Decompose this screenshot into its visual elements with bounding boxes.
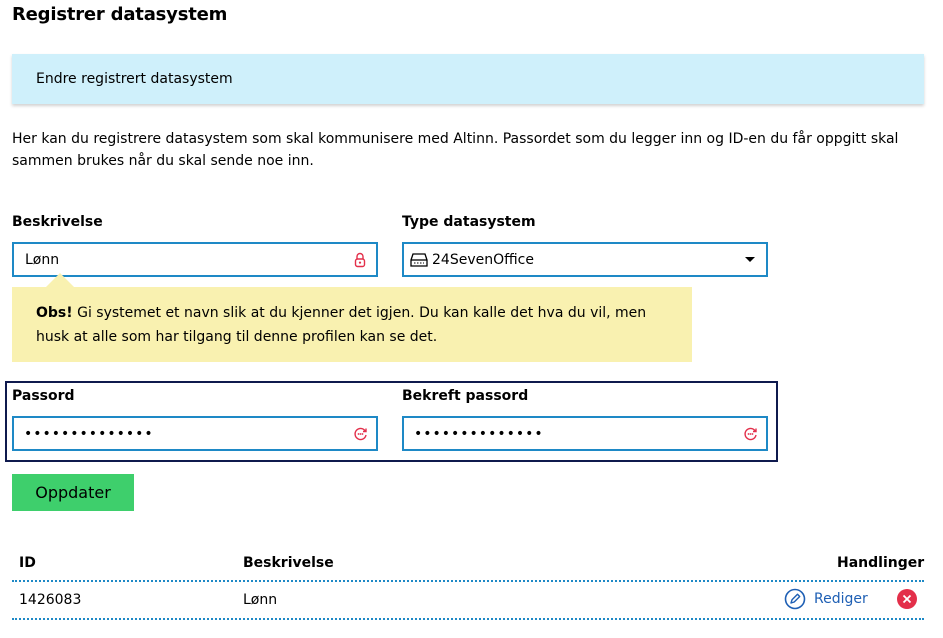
intro-text: Her kan du registrere datasystem som skal kommunisere med Altinn. Passordet som du legger inn og ID-en du får oppgitt skal sammen brukes når du skal sende noe inn.: [12, 131, 899, 169]
row-description: Lønn: [243, 592, 278, 608]
confirm-password-input[interactable]: [402, 416, 768, 451]
warning-bold: Obs!: [36, 305, 73, 321]
password-input[interactable]: [12, 416, 378, 451]
close-icon: [902, 594, 912, 604]
info-banner-text: Endre registrert datasystem: [36, 71, 233, 87]
info-banner: [12, 54, 924, 104]
password-manager-icon[interactable]: [742, 426, 758, 442]
update-button[interactable]: Oppdater: [12, 474, 134, 511]
system-type-label: Type datasystem: [402, 214, 536, 230]
table-header-divider: [12, 580, 924, 582]
lock-icon: [352, 252, 368, 268]
row-id: 1426083: [19, 592, 82, 608]
edit-link-label: Rediger: [814, 591, 868, 607]
description-input[interactable]: [12, 242, 378, 277]
chevron-down-icon: [745, 257, 755, 262]
edit-link[interactable]: [784, 588, 868, 610]
system-type-select[interactable]: [402, 242, 768, 277]
system-type-value: 24SevenOffice: [432, 251, 534, 268]
description-label: Beskrivelse: [12, 214, 103, 230]
server-icon: [410, 253, 428, 267]
column-header-id: ID: [19, 555, 36, 571]
password-input-value: ••••••••••••••: [24, 425, 154, 442]
password-label: Passord: [12, 388, 75, 404]
password-manager-icon[interactable]: [352, 426, 368, 442]
confirm-password-label: Bekreft passord: [402, 388, 529, 404]
delete-button[interactable]: [897, 589, 917, 609]
column-header-actions: Handlinger: [837, 555, 925, 571]
warning-text: Gi systemet et navn slik at du kjenner det igjen. Du kan kalle det hva du vil, men husk at alle som har tilgang til denne profilen kan se det.: [36, 305, 647, 345]
name-warning: [12, 287, 692, 362]
table-row-divider: [12, 618, 924, 620]
page-title: Registrer datasystem: [12, 4, 228, 25]
description-input-value: Lønn: [25, 251, 60, 268]
warning-pointer: [46, 273, 74, 287]
column-header-description: Beskrivelse: [243, 555, 334, 571]
confirm-password-input-value: ••••••••••••••: [414, 425, 544, 442]
pencil-icon: [784, 588, 806, 610]
